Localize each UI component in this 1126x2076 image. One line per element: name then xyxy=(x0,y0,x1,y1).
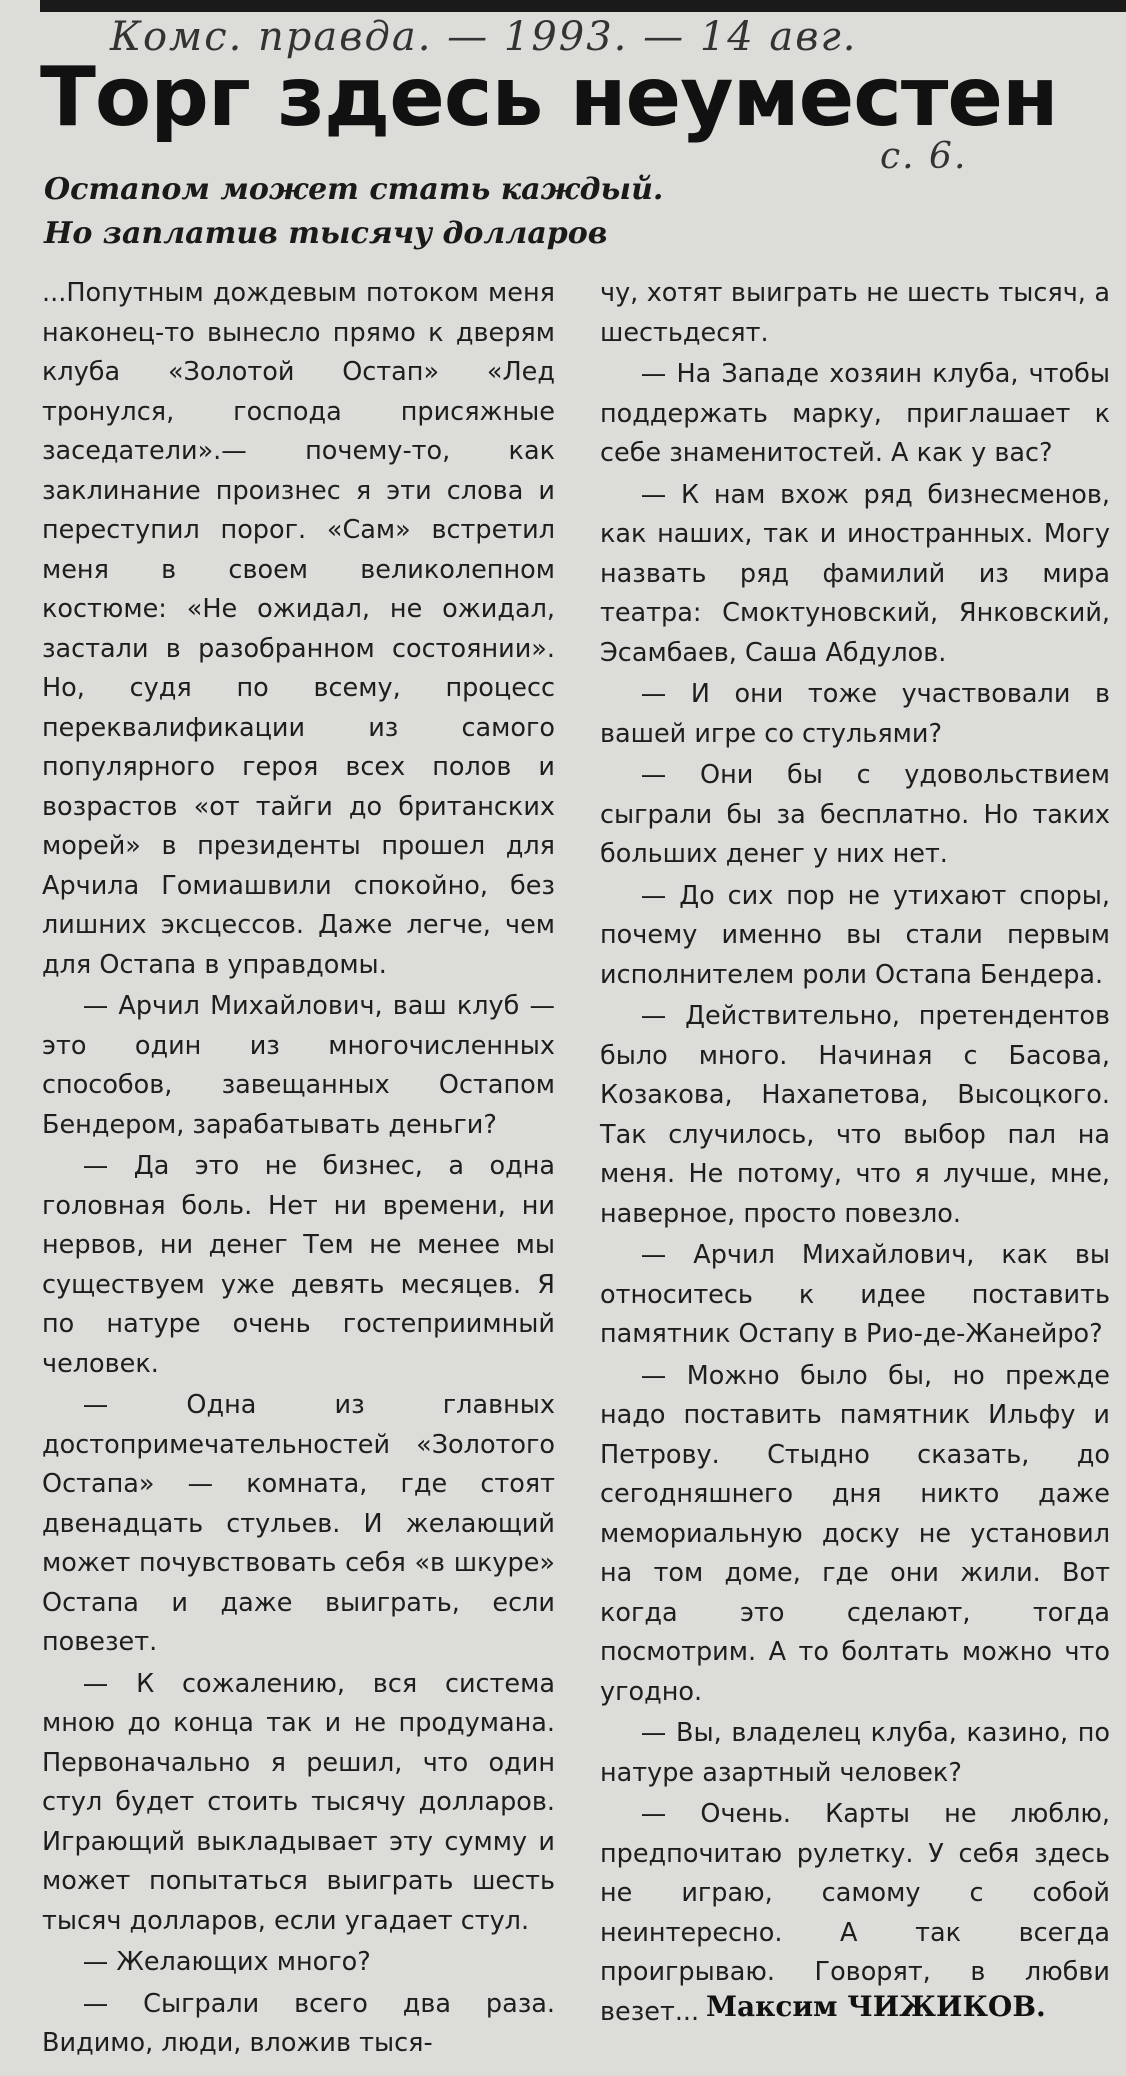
paragraph: — Они бы с удовольствием сыграли бы за бесплатно. Но таких больших денег у них нет. xyxy=(600,760,1110,869)
paragraph: — К сожалению, вся система мною до конца так и не продумана. Первоначально я решил, что один стул будет стоить тысячу долларов. Играющий выкладывает эту сумму и может попытаться выиграть шесть тысяч долларов, если угадает стул. xyxy=(42,1668,555,1936)
paragraph: — Действительно, претендентов было много. Начиная с Басова, Козакова, Нахапетова, Высоцкого. Так случилось, что выбор пал на меня. Не потому, что я лучше, мне, наверное, просто повезло. xyxy=(600,1001,1110,1229)
handwritten-page-note: с. 6. xyxy=(880,136,968,177)
article-subhead xyxy=(44,168,944,256)
paragraph: ...Попутным дождевым потоком меня наконец-то вынесло прямо к дверям клуба «Золотой Остап» «Лед тронулся, господа присяжные заседатели».— почему-то, как заклинание произнес я эти слова и переступил порог. «Сам» встретил меня в своем великолепном костюме: «Не ожидал, не ожидал, застали в разобранном состоянии». Но, судя по всему, процесс переквалификации из самого популярного героя всех полов и возрастов «от тайги до британских морей» в президенты прошел для Арчила Гомиашвили спокойно, без лишних эксцессов. Даже легче, чем для Остапа в управдомы. xyxy=(42,278,555,980)
author-signature: Максим ЧИЖИКОВ. xyxy=(706,1990,1046,2023)
paragraph: — Вы, владелец клуба, казино, по натуре азартный человек? xyxy=(600,1718,1110,1788)
paragraph: — Можно было бы, но прежде надо поставить памятник Ильфу и Петрову. Стыдно сказать, до сегодняшнего дня никто даже мемориальную доску не установил на том доме, где они жили. Вот когда это сделают, тогда посмотрим. А то болтать можно что угодно. xyxy=(600,1360,1110,1707)
article-headline: Торг здесь неуместен xyxy=(40,50,1058,145)
paragraph: — Да это не бизнес, а одна головная боль. Нет ни времени, ни нервов, ни денег Тем не менее мы существуем уже девять месяцев. Я по натуре очень гостеприимный человек. xyxy=(42,1151,555,1379)
top-rule xyxy=(40,0,1126,12)
paragraph: — К нам вхож ряд бизнесменов, как наших, так и иностранных. Могу назвать ряд фамилий из мира театра: Смоктуновский, Янковский, Эсамбаев, Саша Абдулов. xyxy=(600,479,1110,668)
paragraph: — Одна из главных достопримечательностей «Золотого Остапа» — комната, где стоят двенадцать стульев. И желающий может почувствовать себя «в шкуре» Остапа и даже выиграть, если повезет. xyxy=(42,1390,555,1657)
paragraph: — Арчил Михайлович, ваш клуб — это один из многочисленных способов, завещанных Остапом Бендером, зарабатывать деньги? xyxy=(42,991,555,1140)
right-column xyxy=(600,274,1110,2032)
paragraph: — Желающих много? xyxy=(82,1947,371,1977)
paragraph: — До сих пор не утихают споры, почему именно вы стали первым исполнителем роли Остапа Бендера. xyxy=(600,880,1110,990)
subhead-line: Остапом может стать каждый. xyxy=(44,172,664,207)
paragraph: — Сыграли всего два раза. Видимо, люди, вложив тыся- xyxy=(42,1988,555,2058)
paragraph: — И они тоже участвовали в вашей игре со стульями? xyxy=(600,679,1110,749)
paragraph: — Арчил Михайлович, как вы относитесь к идее поставить памятник Остапу в Рио-де-Жанейро? xyxy=(600,1240,1110,1349)
paragraph: — Очень. Карты не люблю, предпочитаю рулетку. У себя здесь не играю, самому с собой неинтересно. А так всегда проигрываю. Говорят, в любви везет... xyxy=(600,1799,1110,2027)
subhead-line: Но заплатив тысячу долларов xyxy=(44,216,608,251)
paragraph: чу, хотят выиграть не шесть тысяч, а шестьдесят. xyxy=(600,278,1110,348)
paragraph: — На Западе хозяин клуба, чтобы поддержать марку, приглашает к себе знаменитостей. А как у вас? xyxy=(600,359,1110,468)
handwritten-source-note: Комс. правда. — 1993. — 14 авг. xyxy=(110,14,858,60)
left-column xyxy=(42,274,555,2064)
